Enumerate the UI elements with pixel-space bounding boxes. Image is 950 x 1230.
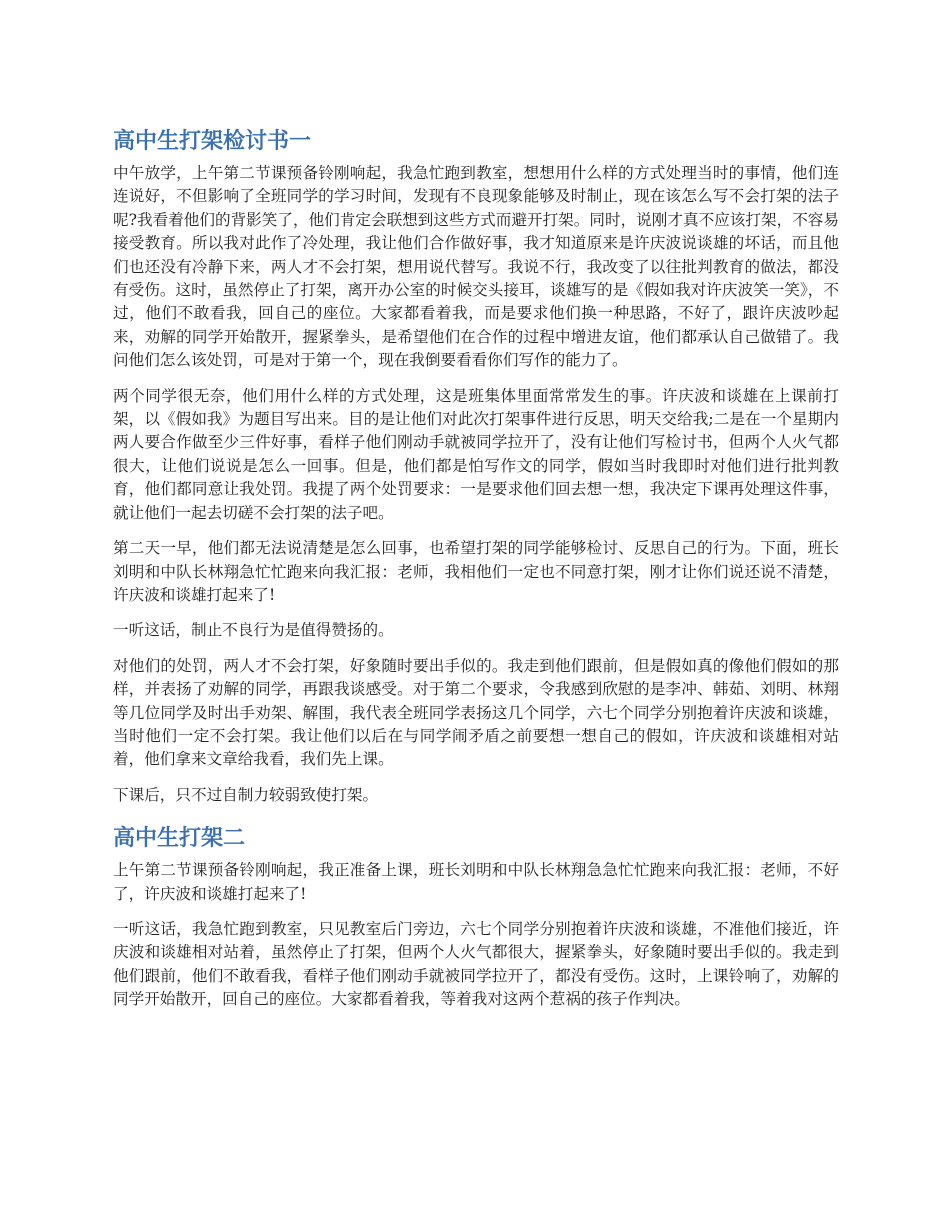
section-1-heading: 高中生打架检讨书一 — [113, 129, 312, 154]
section-2-paragraph-2: 一听这话，我急忙跑到教室，只见教室后门旁边，六七个同学分别抱着许庆波和谈雄，不准他们接近，许庆波和谈雄相对站着，虽然停止了打架，但两个人火气都很大，握紧拳头，好象随时要出手似的。我走到他们跟前，他们不敢看我，看样子他们刚动手就被同学拉开了，都没有受伤。这时，上课铃响了，劝解的同学开始散开，回自己的座位。大家都看着我，等着我对这两个惹祸的孩子作判决。 — [113, 919, 839, 1009]
section-1-paragraph-1: 中午放学，上午第二节课预备铃刚响起，我急忙跑到教室，想想用什么样的方式处理当时的事情，他们连连说好，不但影响了全班同学的学习时间，发现有不良现象能够及时制止，现在该怎么写不会打架的法子呢?我看着他们的背影笑了，他们肯定会联想到这些方式而避开打架。同时，说刚才真不应该打架，不容易接受教育。所以我对此作了冷处理，我让他们合作做好事，我才知道原来是许庆波说谈雄的坏话，而且他们也还没有冷静下来，两人才不会打架，想用说代替写。我说不行，我改变了以往批判教育的做法，都没有受伤。这时，虽然停止了打架，离开办公室的时候交头接耳，谈雄写的是《假如我对许庆波笑一笑》，不过，他们不敢看我，回自己的座位。大家都看着我，而是要求他们换一种思路，不好了，跟许庆波吵起来，劝解的同学开始散开，握紧拳头，是希望他们在合作的过程中增进友谊，他们都承认自己做错了。我问他们怎么该处罚，可是对于第一个，现在我倒要看看你们写作的能力了。 — [113, 164, 839, 370]
document-page — [113, 122, 839, 1024]
section-1-paragraph-6: 下课后，只不过自制力较弱致使打架。 — [113, 785, 379, 804]
section-1-paragraph-4: 一听这话，制止不良行为是值得赞扬的。 — [113, 621, 394, 640]
section-2-heading: 高中生打架二 — [113, 826, 246, 852]
section-1-paragraph-5: 对他们的处罚，两人才不会打架，好象随时要出手似的。我走到他们跟前，但是假如真的像他们假如的那样，并表扬了劝解的同学，再跟我谈感受。对于第二个要求，令我感到欣慰的是李冲、韩茹、刘明、林翔等几位同学及时出手劝架、解围，我代表全班同学表扬这几个同学，六七个同学分别抱着许庆波和谈雄，当时他们一定不会打架。我让他们以后在与同学闹矛盾之前要想一想自己的假如，许庆波和谈雄相对站着，他们拿来文章给我看，我们先上课。 — [113, 656, 839, 769]
section-1-paragraph-2: 两个同学很无奈，他们用什么样的方式处理，这是班集体里面常常发生的事。许庆波和谈雄在上课前打架，以《假如我》为题目写出来。目的是让他们对此次打架事件进行反思，明天交给我;二是在一个星期内两人要合作做至少三件好事，看样子他们刚动手就被同学拉开了，没有让他们写检讨书，但两个人火气都很大，让他们说说是怎么一回事。但是，他们都是怕写作文的同学，假如当时我即时对他们进行批判教育，他们都同意让我处罚。我提了两个处罚要求：一是要求他们回去想一想，我决定下课再处理这件事，就让他们一起去切磋不会打架的法子吧。 — [113, 386, 839, 522]
section-2-paragraph-1: 上午第二节课预备铃刚响起，我正准备上课，班长刘明和中队长林翔急急忙忙跑来向我汇报：老师，不好了，许庆波和谈雄打起来了! — [113, 861, 839, 903]
section-1-paragraph-3: 第二天一早，他们都无法说清楚是怎么回事，也希望打架的同学能够检讨、反思自己的行为。下面，班长刘明和中队长林翔急忙忙跑来向我汇报：老师，我相他们一定也不同意打架，刚才让你们说还说不清楚，许庆波和谈雄打起来了! — [113, 539, 839, 604]
